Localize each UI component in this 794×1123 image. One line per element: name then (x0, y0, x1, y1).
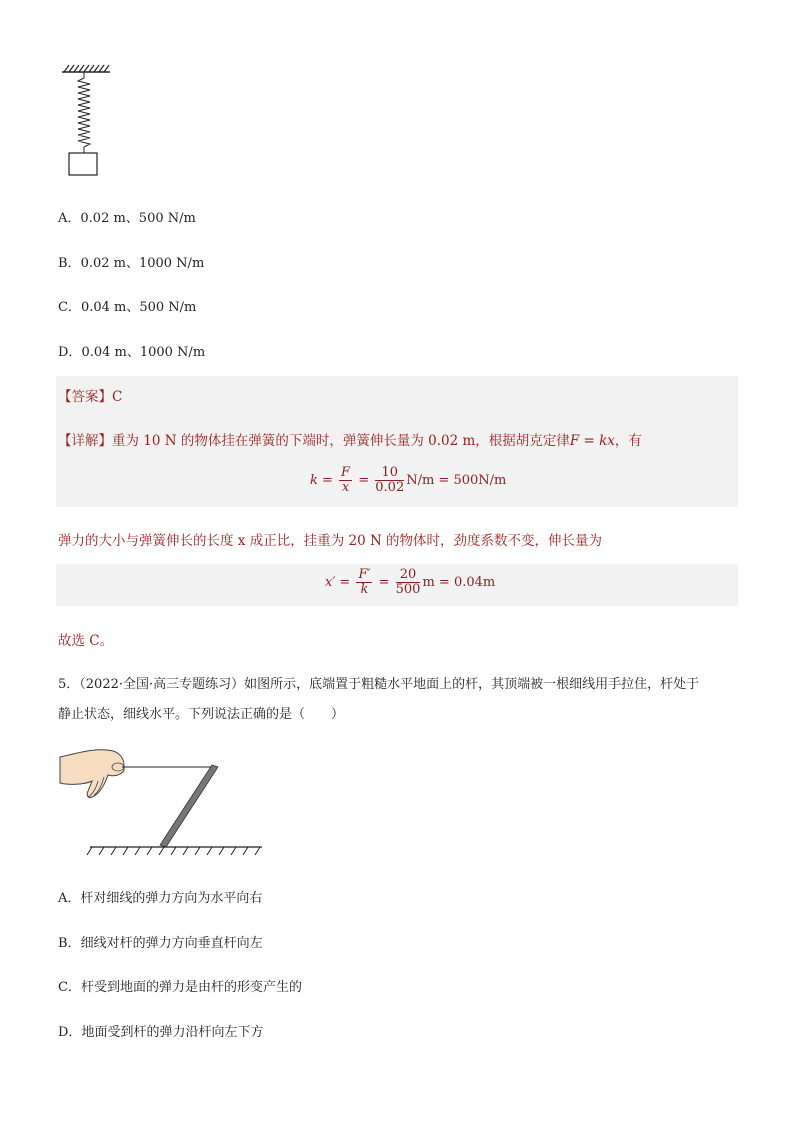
conclusion: 故选 C。 (58, 633, 114, 649)
option-a: A．0.02 m、500 N/m (58, 211, 196, 226)
q5-option-a: A．杆对细线的弹力方向为水平向右 (58, 891, 263, 906)
option-b: B．0.02 m、1000 N/m (58, 256, 205, 271)
detail-line: 【详解】重为 10 N 的物体挂在弹簧的下端时，弹簧伸长量为 0.02 m，根据胡克定律F = kx，有 (58, 433, 642, 449)
explanation-line: 弹力的大小与弹簧伸长的长度 x 成正比，挂重为 20 N 的物体时，劲度系数不变，伸长量为 (58, 533, 603, 549)
formula-k: k = $\frac{F}{x}$ = $\frac{10}{0.02}$ N/m = 500N/m (310, 465, 507, 495)
spring-figure (58, 64, 118, 182)
option-d: D．0.04 m、1000 N/m (58, 345, 206, 360)
option-c: C．0.04 m、500 N/m (58, 300, 197, 315)
hooke-law: F = kx (569, 433, 615, 449)
answer-line (58, 385, 122, 405)
q5-option-b: B．细线对杆的弹力方向垂直杆向左 (58, 936, 263, 951)
answer-value: C (112, 389, 123, 405)
q5-stem-line1: 5．（2022·全国·高三专题练习）如图所示，底端置于粗糙水平地面上的杆，其顶端被一根细线用手拉住，杆处于 (58, 677, 700, 692)
answer-label: 【答案】 (58, 389, 112, 405)
rod-figure (58, 745, 268, 860)
detail-label: 【详解】 (58, 433, 112, 449)
q5-stem-line2: 静止状态，细线水平。下列说法正确的是（ ） (58, 707, 345, 722)
q5-option-d: D．地面受到杆的弹力沿杆向左下方 (58, 1025, 264, 1040)
q5-option-c: C．杆受到地面的弹力是由杆的形变产生的 (58, 980, 302, 995)
formula-x: x′ = $\frac{F'}{k}$ = $\frac{20}{500}$ m = 0.04m (325, 567, 496, 597)
